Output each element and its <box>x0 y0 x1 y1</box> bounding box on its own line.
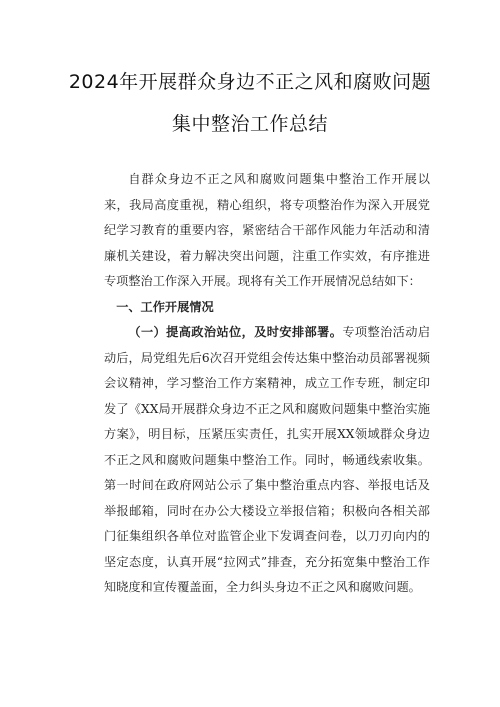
document-body <box>104 167 430 601</box>
document-title-line-1: 2024年开展群众身边不正之风和腐败问题 <box>68 71 432 93</box>
subsection-paragraph-1 <box>104 320 430 601</box>
section-heading-work-status: 一、工作开展情况 <box>116 299 214 314</box>
intro-paragraph: 自群众身边不正之风和腐败问题集中整治工作开展以来，我局高度重视，精心组织，将专项整治作为深入开展党纪学习教育的重要内容，紧密结合干部作风能力年活动和清廉机关建设，着力解决突出问题，注重工作实效，有序推进专项整治工作深入开展。现将有关工作开展情况总结如下： <box>104 172 430 288</box>
document-title-line-2: 集中整治工作总结 <box>171 113 328 135</box>
subsection-body-1: 专项整治活动启动后，局党组先后6次召开党组会传达集中整治动员部署视频会议精神，学习整治工作方案精神，成立工作专班，制定印发了《XX局开展群众身边不正之风和腐败问题集中整治实施方案》，明目标，压紧压实责任，扎实开展XX领域群众身边不正之风和腐败问题集中整治工作。同时，畅通线索收集。第一时间在政府网站公示了集中整治重点内容、举报电话及举报邮箱，同时在办公大楼设立举报信箱；积极向各相关部门征集组织各单位对监管企业下发调查问卷，以刀刃向内的坚定态度，认真开展“拉网式”排查，充分拓宽集中整治工作知晓度和宣传覆盖面，全力纠头身边不正之风和腐败问题。 <box>104 325 431 594</box>
subsection-heading-1: （一）提高政治站位，及时安排部署。 <box>128 325 343 339</box>
